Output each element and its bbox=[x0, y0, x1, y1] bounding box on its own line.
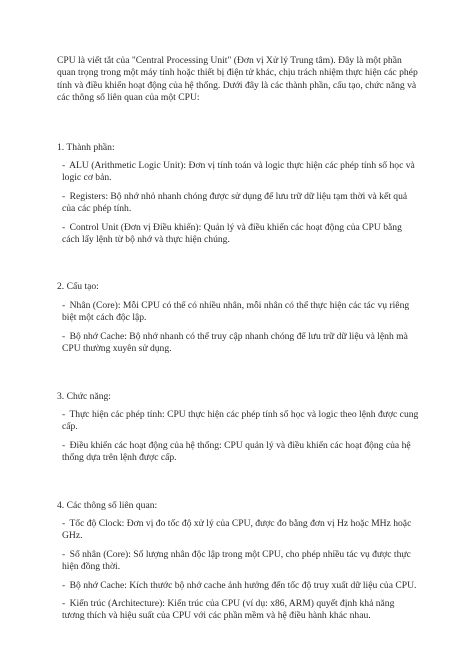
list-item: - Tốc độ Clock: Đơn vị đo tốc độ xử lý của CPU, được đo bằng đơn vị Hz hoặc MHz hoặc GHz. bbox=[62, 517, 412, 542]
section-functions bbox=[57, 391, 419, 465]
section-heading: 3. Chức năng: bbox=[57, 390, 111, 402]
list-item: - ALU (Arithmetic Logic Unit): Đơn vị tính toán và logic thực hiện các phép tính số học và logic cơ bản. bbox=[62, 160, 415, 184]
section-structure bbox=[57, 281, 419, 355]
section-heading: 1. Thành phần: bbox=[57, 141, 115, 153]
list-item: - Bộ nhớ Cache: Bộ nhớ nhanh có thể truy cập nhanh chóng để lưu trữ dữ liệu và lệnh mà CPU thường xuyên sử dụng. bbox=[62, 330, 408, 355]
section-heading: 4. Các thông số liên quan: bbox=[57, 499, 158, 511]
list-item: - Control Unit (Đơn vị Điều khiển): Quản lý và điều khiển các hoạt động của CPU bằng cách lấy lệnh từ bộ nhớ và thực hiện chúng. bbox=[62, 221, 402, 246]
section-specifications bbox=[57, 500, 419, 623]
intro-paragraph: CPU là viết tắt của "Central Processing Unit" (Đơn vị Xử lý Trung tâm). Đây là một phần quan trọng trong một máy tính hoặc thiết bị điện tử khác, chịu trách nhiệm thực hiện các phép tính và điều khiển hoạt động của hệ thống. Dưới đây là các thành phần, cấu tạo, chức năng và các thông số liên quan của một CPU: bbox=[57, 55, 418, 104]
section-heading: 2. Cấu tạo: bbox=[57, 281, 99, 293]
list-item: - Kiến trúc (Architecture): Kiến trúc của CPU (ví dụ: x86, ARM) quyết định khả năng tương thích và hiệu suất của CPU với các phần mềm và hệ điều hành khác nhau. bbox=[62, 597, 395, 622]
list-item: - Điều khiển các hoạt động của hệ thống: CPU quản lý và điều khiển các hoạt động của hệ thống dựa trên lệnh được cấp. bbox=[62, 439, 411, 464]
document-body bbox=[57, 55, 419, 658]
list-item: - Registers: Bộ nhớ nhỏ nhanh chóng được sử dụng để lưu trữ dữ liệu tạm thời và kết quả của các phép tính. bbox=[62, 190, 408, 215]
list-item: - Nhân (Core): Mỗi CPU có thể có nhiều nhân, mỗi nhân có thể thực hiện các tác vụ riêng biệt một cách độc lập. bbox=[62, 299, 410, 324]
list-item: - Bộ nhớ Cache: Kích thước bộ nhớ cache ảnh hưởng đến tốc độ truy xuất dữ liệu của CPU. bbox=[62, 579, 417, 591]
list-item: - Thực hiện các phép tính: CPU thực hiện các phép tính số học và logic theo lệnh được cung cấp. bbox=[62, 408, 419, 433]
section-components bbox=[57, 142, 419, 247]
list-item: - Số nhân (Core): Số lượng nhân độc lập trong một CPU, cho phép nhiều tác vụ được thực hiện đồng thời. bbox=[62, 548, 411, 573]
